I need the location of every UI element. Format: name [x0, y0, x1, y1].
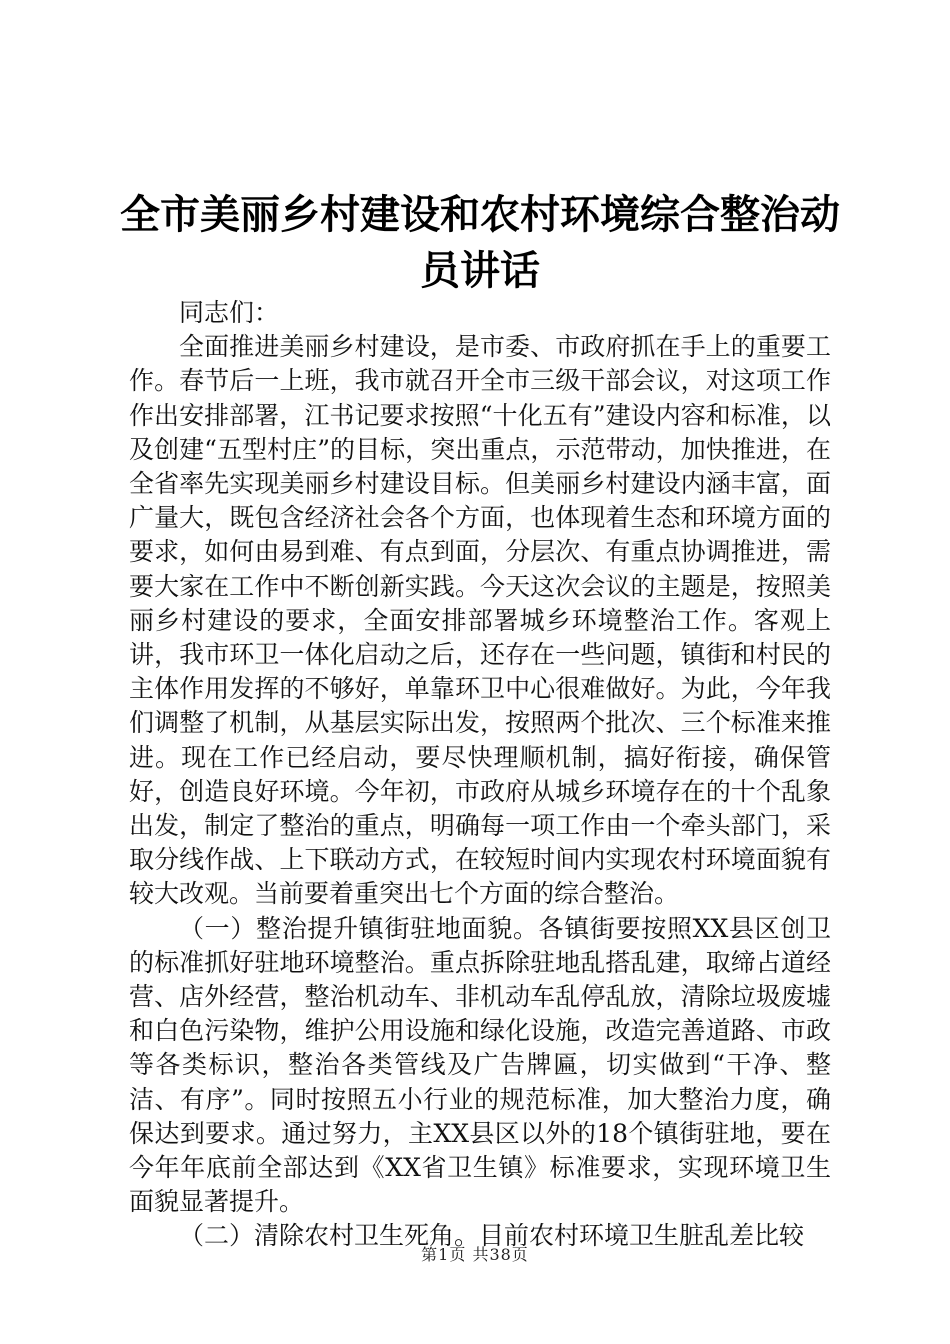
paragraph: 全面推进美丽乡村建设，是市委、市政府抓在手上的重要工作。春节后一上班，我市就召开全市三级干部会议，对这项工作作出安排部署，江书记要求按照“十化五有”建设内容和标准，以及创建“五型村庄”的目标，突出重点，示范带动，加快推进，在全省率先实现美丽乡村建设目标。但美丽乡村建设内涵丰富，面广量大，既包含经济社会各个方面，也体现着生态和环境方面的要求，如何由易到难、有点到面，分层次、有重点协调推进，需要大家在工作中不断创新实践。今天这次会议的主题是，按照美丽乡村建设的要求，全面安排部署城乡环境整治工作。客观上讲，我市环卫一体化启动之后，还存在一些问题，镇街和村民的主体作用发挥的不够好，单靠环卫中心很难做好。为此，今年我们调整了机制，从基层实际出发，按照两个批次、三个标准来推进。现在工作已经启动，要尽快理顺机制，搞好衔接，确保管好，创造良好环境。今年初，市政府从城乡环境存在的十个乱象出发，制定了整治的重点，明确每一项工作由一个牵头部门，采取分线作战、上下联动方式，在较短时间内实现农村环境面貌有较大改观。当前要着重突出七个方面的综合整治。	[129, 332, 831, 909]
page-number-footer: 第1页 共38页	[421, 1245, 529, 1264]
salutation: 同志们：	[179, 298, 280, 327]
document-title: 全市美丽乡村建设和农村环境综合整治动员讲话	[120, 190, 840, 294]
paragraph: （一）整治提升镇街驻地面貌。各镇街要按照XX县区创卫的标准抓好驻地环境整治。重点拆除驻地乱搭乱建，取缔占道经营、店外经营，整治机动车、非机动车乱停乱放，清除垃圾废墟和白色污染物，维护公用设施和绿化设施，改造完善道路、市政等各类标识，整治各类管线及广告牌匾，切实做到“干净、整洁、有序”。同时按照五小行业的规范标准，加大整治力度，确保达到要求。通过努力，主XX县区以外的18个镇街驻地，要在今年年底前全部达到《XX省卫生镇》标准要求，实现环境卫生面貌显著提升。	[129, 913, 831, 1217]
document-body	[129, 296, 831, 1254]
paragraph: （二）清除农村卫生死角。目前农村环境卫生脏乱差比较	[179, 1221, 805, 1251]
